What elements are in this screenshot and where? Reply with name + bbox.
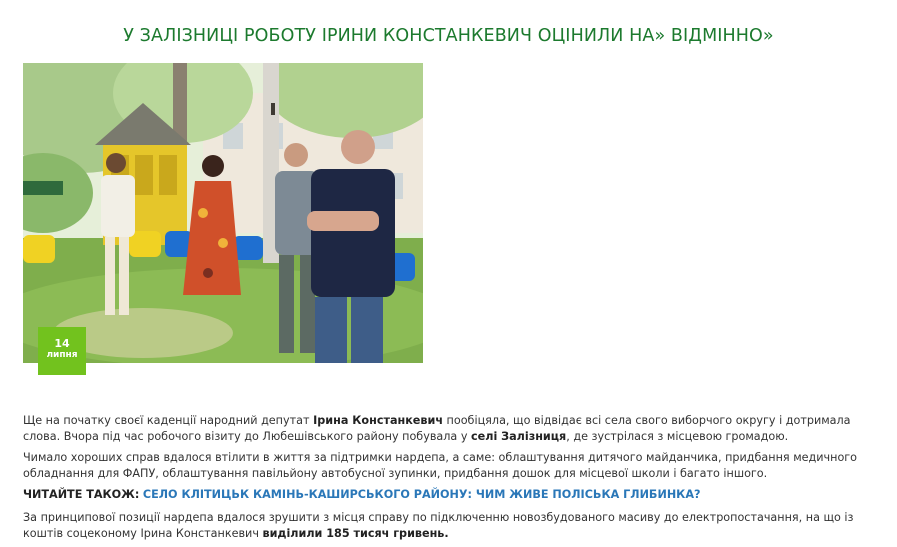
article-paragraph-1 xyxy=(23,413,875,444)
read-also-link[interactable]: СЕЛО КЛІТИЦЬК КАМІНЬ-КАШИРСЬКОГО РАЙОНУ: ЧИМ ЖИВЕ ПОЛІСЬКА ГЛИБИНКА? xyxy=(142,488,701,501)
read-also-label: ЧИТАЙТЕ ТАКОЖ: xyxy=(23,488,140,501)
article-photo[interactable] xyxy=(23,63,423,363)
article-title: У ЗАЛІЗНИЦІ РОБОТУ ІРИНИ КОНСТАНКЕВИЧ ОЦІНИЛИ НА» ВІДМІННО» xyxy=(123,26,774,46)
read-also-line xyxy=(23,487,875,503)
paragraph-1-text-c: , де зустрілася з місцевою громадою. xyxy=(566,429,789,443)
paragraph-1-bold-name: Ірина Констанкевич xyxy=(313,414,443,427)
paragraph-1-text-a: Ще на початку своєї каденції народний депутат xyxy=(23,414,314,427)
date-month: липня xyxy=(46,350,78,360)
paragraph-4-text: За принципової позиції нардепа вдалося зрушити з місця справу по підключенню новозбудованого масиву до електропостачання, на що із коштів соцеконому Ірина Констанкевич xyxy=(23,511,854,540)
paragraph-1-text-b: пообіцяла, що відвідає всі села свого виборчого округу і дотримала слова. Вчора під час робочого візиту до Любешівського району побувала у xyxy=(23,414,851,443)
article-paragraph-2: Чимало хороших справ вдалося втілити в життя за підтримки нардепа, а саме: облаштування дитячого майданчика, придбання медичного обладнання для ФАПУ, облаштування павільйону автобусної зупинки, придбання дошок для місцевої школи і багато іншого. xyxy=(23,451,858,480)
date-badge xyxy=(38,327,86,375)
paragraph-1-bold-village: селі Залізниця xyxy=(471,429,567,443)
article-photo-image xyxy=(23,63,423,363)
date-day: 14 xyxy=(54,337,70,350)
paragraph-4-bold-amount: виділили 185 тисяч гривень. xyxy=(262,526,449,540)
article-paragraph-4 xyxy=(23,510,875,541)
